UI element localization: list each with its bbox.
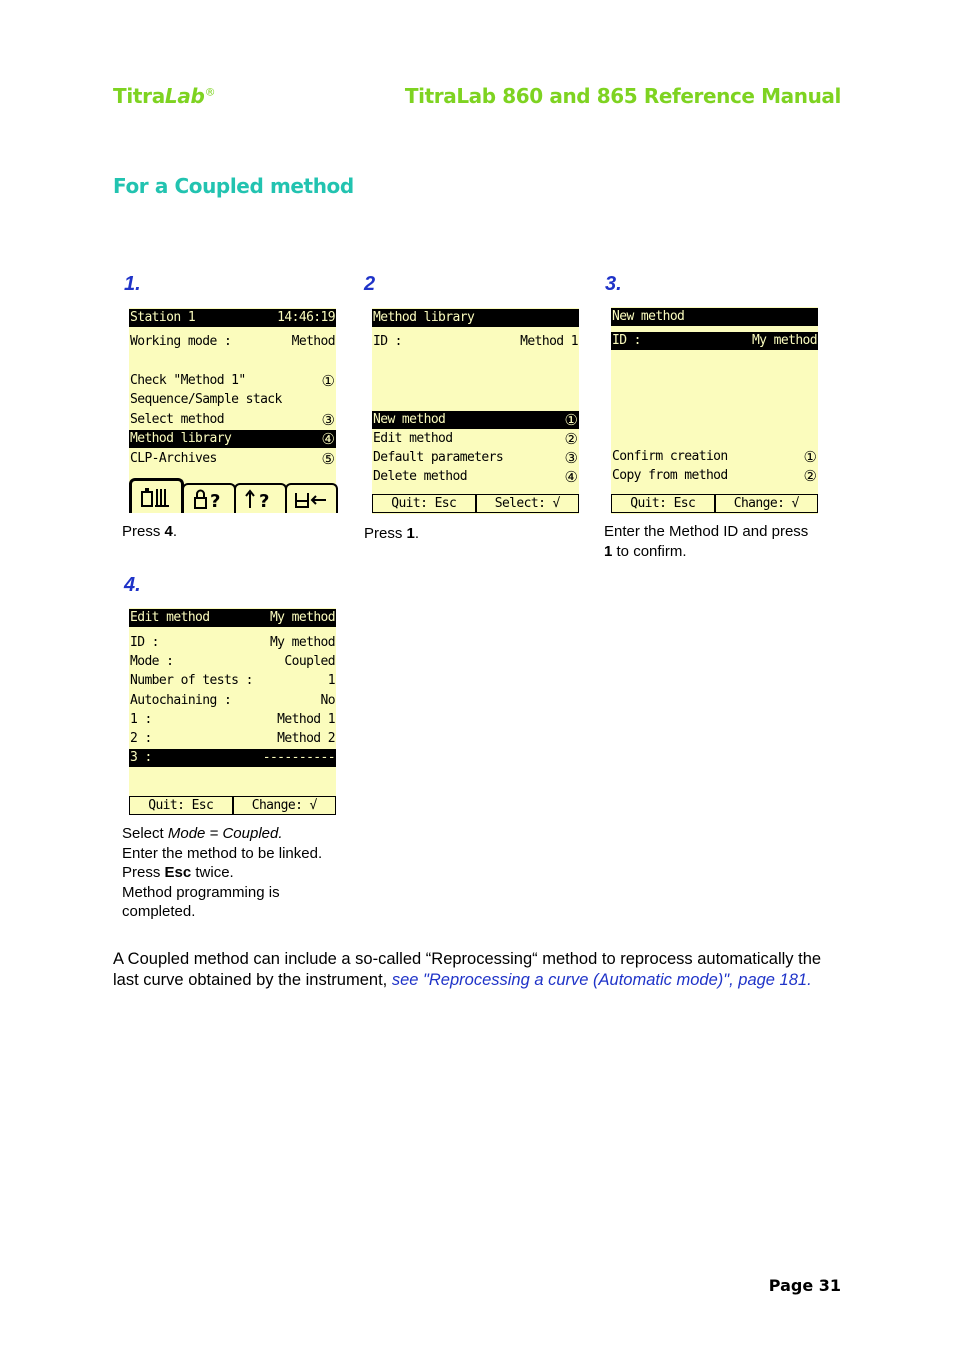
field-value: My method — [269, 635, 335, 650]
menu-item-label: Sequence/Sample stack — [130, 392, 282, 407]
field-label: 3 : — [130, 750, 152, 765]
field-value: Coupled — [284, 654, 335, 669]
change-softkey[interactable]: Change: √ — [714, 495, 818, 512]
caption-text: to confirm. — [612, 542, 687, 560]
quit-softkey[interactable]: Quit: Esc — [630, 496, 696, 511]
svg-text:?: ? — [259, 491, 271, 510]
field-row-id[interactable] — [129, 634, 336, 652]
working-mode-row — [129, 333, 336, 351]
screen-1-title-bar — [129, 309, 336, 327]
step-2-number: 2 — [364, 273, 376, 295]
menu-item-number: ⑤ — [321, 450, 335, 468]
menu-item-confirm-creation[interactable] — [611, 448, 818, 466]
field-label: Mode : — [130, 654, 174, 669]
menu-item-label: Delete method — [373, 469, 467, 484]
menu-item-label: New method — [373, 412, 446, 427]
screen-1 — [129, 308, 336, 513]
beaker-arrow-icon[interactable] — [285, 483, 338, 513]
step-4-caption — [122, 824, 322, 922]
select-softkey[interactable]: Select: √ — [475, 495, 579, 512]
quit-softkey[interactable]: Quit: Esc — [148, 798, 214, 813]
page-number: Page 31 — [768, 1276, 841, 1295]
change-softkey[interactable]: Change: √ — [232, 797, 336, 814]
field-label: ID : — [130, 635, 159, 650]
caption-text: . — [172, 523, 178, 540]
step-2-caption — [364, 524, 419, 544]
menu-item-delete-method[interactable] — [372, 468, 579, 486]
step-1-caption — [122, 522, 177, 542]
field-row-method-1[interactable] — [129, 711, 336, 729]
id-label: ID : — [612, 333, 641, 348]
caption-text: Press — [122, 523, 165, 540]
brand-logo — [113, 84, 215, 108]
brand-prefix: Titra — [113, 84, 165, 108]
menu-item-clp-archives[interactable] — [129, 450, 336, 468]
caption-text: twice. — [191, 864, 234, 881]
menu-item-sequence[interactable] — [129, 391, 336, 409]
caption-text: Select — [122, 825, 168, 842]
brand-suffix: Lab — [164, 84, 205, 108]
screen-2 — [372, 308, 579, 514]
screen-title: New method — [612, 309, 685, 324]
menu-item-check-method[interactable] — [129, 372, 336, 390]
menu-item-label: Method library — [130, 431, 232, 446]
id-label: ID : — [373, 334, 402, 349]
section-title: For a Coupled method — [113, 174, 354, 198]
info-help-icon[interactable] — [234, 483, 287, 513]
menu-item-number: ① — [564, 411, 578, 429]
caption-key: 4 — [164, 523, 173, 540]
id-value: Method 1 — [520, 334, 578, 349]
field-label: Autochaining : — [130, 693, 232, 708]
registered-mark: ® — [204, 85, 216, 99]
clock-time: 14:46:19 — [277, 310, 335, 325]
caption-italic: Mode = Coupled. — [167, 825, 283, 842]
manual-title: TitraLab 860 and 865 Reference Manual — [404, 84, 841, 108]
field-value: 1 — [327, 673, 335, 688]
field-row-number-of-tests[interactable] — [129, 672, 336, 690]
field-value: Method 2 — [277, 731, 335, 746]
menu-item-number: ③ — [564, 449, 578, 467]
screen-3-title-bar — [611, 308, 818, 326]
menu-item-label: Confirm creation — [612, 449, 728, 464]
screen-4-title-bar — [129, 609, 336, 627]
menu-item-label: Copy from method — [612, 468, 728, 483]
field-row-method-3[interactable] — [129, 749, 336, 767]
field-row-autochaining[interactable] — [129, 692, 336, 710]
screen-4 — [129, 608, 336, 815]
menu-item-number: ① — [321, 372, 335, 390]
pipette-icon[interactable] — [129, 478, 184, 513]
id-row — [372, 333, 579, 351]
id-value: My method — [751, 333, 817, 348]
field-row-method-2[interactable] — [129, 730, 336, 748]
softkey-bar — [611, 494, 818, 513]
caption-line: Method programming is — [122, 883, 280, 901]
screen-3 — [611, 307, 818, 514]
caption-key: Esc — [164, 864, 192, 881]
field-label: Number of tests : — [130, 673, 253, 688]
body-text: A Coupled method can include a so-called “Reprocessing“ method to reprocess automatically the last curve obtained by the instrument, — [113, 950, 822, 989]
body-paragraph — [113, 949, 843, 990]
station-label: Station 1 — [130, 310, 196, 325]
caption-line: Enter the method to be linked. — [122, 844, 323, 862]
screen-title: Method library — [373, 310, 475, 325]
caption-line: completed. — [122, 903, 196, 920]
field-label: 1 : — [130, 712, 152, 727]
menu-item-label: Edit method — [373, 431, 453, 446]
menu-item-label: Select method — [130, 412, 224, 427]
caption-line — [604, 542, 808, 562]
menu-item-number: ④ — [321, 430, 335, 448]
menu-item-number: ② — [803, 467, 817, 485]
menu-item-new-method[interactable] — [372, 411, 579, 429]
menu-item-select-method[interactable] — [129, 411, 336, 429]
step-3-number: 3. — [605, 273, 622, 295]
icon-tab-bar — [129, 481, 336, 513]
caption-text: Press — [364, 525, 407, 542]
menu-item-label: Check "Method 1" — [130, 373, 246, 388]
svg-text:?: ? — [209, 491, 222, 510]
working-mode-value: Method — [291, 334, 335, 349]
field-value: Method 1 — [277, 712, 335, 727]
caption-line — [122, 824, 322, 844]
softkey-bar — [372, 494, 579, 513]
caption-text: . — [414, 525, 420, 542]
softkey-bar — [129, 796, 336, 815]
working-mode-label: Working mode : — [130, 334, 232, 349]
quit-softkey[interactable]: Quit: Esc — [391, 496, 457, 511]
caption-line — [122, 863, 322, 883]
menu-item-number: ② — [564, 430, 578, 448]
menu-item-number: ③ — [321, 411, 335, 429]
id-input-row[interactable] — [611, 332, 818, 350]
screen-title: Edit method — [130, 610, 210, 625]
step-1-number: 1. — [124, 273, 141, 295]
screen-2-title-bar — [372, 309, 579, 327]
step-3-caption — [604, 522, 808, 561]
menu-item-number: ④ — [564, 468, 578, 486]
caption-text: Press — [122, 864, 165, 881]
field-label: 2 : — [130, 731, 152, 746]
caption-key: 1 — [604, 542, 613, 560]
field-value: ---------- — [262, 750, 335, 765]
step-4-number: 4. — [124, 574, 141, 596]
menu-item-label: CLP-Archives — [130, 451, 217, 466]
menu-item-method-library[interactable] — [129, 430, 336, 448]
lock-help-icon[interactable] — [182, 483, 235, 513]
menu-item-number: ① — [803, 448, 817, 466]
menu-item-label: Default parameters — [373, 450, 504, 465]
method-name: My method — [269, 610, 335, 625]
menu-item-default-parameters[interactable] — [372, 449, 579, 467]
caption-line: Enter the Method ID and press — [604, 523, 809, 540]
menu-item-edit-method[interactable] — [372, 430, 579, 448]
field-value: No — [320, 693, 335, 708]
caption-key: 1 — [406, 525, 415, 542]
cross-reference-link[interactable]: see "Reprocessing a curve (Automatic mode)", page 181. — [391, 970, 812, 989]
field-row-mode[interactable] — [129, 653, 336, 671]
menu-item-copy-from-method[interactable] — [611, 467, 818, 485]
